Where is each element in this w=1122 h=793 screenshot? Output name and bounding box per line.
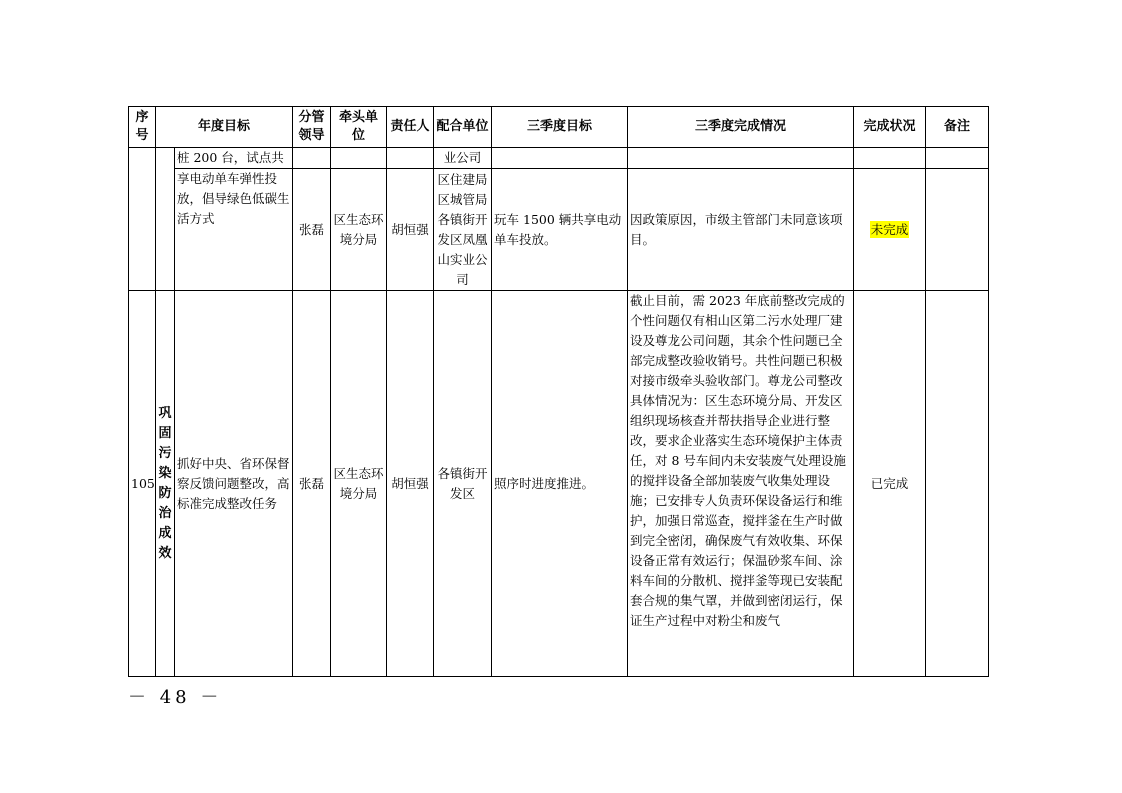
category-cell — [156, 148, 175, 291]
leader-cell: 张磊 — [293, 291, 331, 677]
progress-cell: 因政策原因，市级主管部门未同意该项目。 — [628, 169, 854, 291]
q3-goal-cell: 玩车 1500 辆共享电动单车投放。 — [492, 169, 628, 291]
remarks-cell — [926, 291, 989, 677]
progress-cell: 截止目前，需 2023 年底前整改完成的个性问题仅有相山区第二污水处理厂建设及尊龙公司问题，其余个性问题已全部完成整改验收销号。共性问题已积极对接市级牵头验收部门。尊龙公司整改具体情况为：区生态环境分局、开发区组织现场核查并帮扶指导企业进行整改，要求企业落实生态环境保护主体责任，对 8 号车间内未安装废气处理设施的搅拌设备全部加装废气收集处理设施；已安排专人负责环保设备运行和维护，加强日常巡查，搅拌釜在生产时做到完全密闭，确保废气有效收集、环保设备正常有效运行；保温砂浆车间、涂料车间的分散机、搅拌釜等现已安装配套合规的集气罩，并做到密闭运行，保证生产过程中对粉尘和废气 — [628, 291, 854, 677]
goal-cell: 抓好中央、省环保督察反馈问题整改，高标准完成整改任务 — [175, 291, 293, 677]
header-coop-unit: 配合单位 — [434, 107, 492, 148]
remarks-cell — [926, 169, 989, 291]
header-leader: 分管领导 — [293, 107, 331, 148]
header-q3-progress: 三季度完成情况 — [628, 107, 854, 148]
responsible-cell: 胡恒强 — [387, 291, 434, 677]
status-cell: 已完成 — [854, 291, 926, 677]
coop-unit-cell: 区住建局区城管局各镇街开发区凤凰山实业公司 — [434, 169, 492, 291]
header-status: 完成状况 — [854, 107, 926, 148]
leader-cell: 张磊 — [293, 169, 331, 291]
status-cell — [854, 169, 926, 291]
goals-table — [128, 106, 989, 677]
header-responsible: 责任人 — [387, 107, 434, 148]
header-lead-unit: 牵头单位 — [331, 107, 387, 148]
header-annual-goal: 年度目标 — [156, 107, 293, 148]
goal-cell: 桩 200 台，试点共 — [175, 148, 293, 169]
table-row — [129, 291, 989, 677]
table-row — [129, 148, 989, 169]
responsible-cell: 胡恒强 — [387, 169, 434, 291]
lead-unit-cell: 区生态环境分局 — [331, 169, 387, 291]
coop-unit-cell: 业公司 — [434, 148, 492, 169]
header-q3-goal: 三季度目标 — [492, 107, 628, 148]
table-row — [129, 169, 989, 291]
status-badge: 未完成 — [870, 221, 909, 237]
header-seq: 序号 — [129, 107, 156, 148]
seq-cell — [129, 148, 156, 291]
page-number: － 48 － — [128, 687, 223, 708]
category-cell: 巩固污染防治成效 — [156, 291, 175, 677]
lead-unit-cell: 区生态环境分局 — [331, 291, 387, 677]
q3-goal-cell: 照序时进度推进。 — [492, 291, 628, 677]
header-remarks: 备注 — [926, 107, 989, 148]
header-row — [129, 107, 989, 148]
seq-cell: 105 — [129, 291, 156, 677]
goal-cell: 享电动单车弹性投放，倡导绿色低碳生活方式 — [175, 169, 293, 291]
coop-unit-cell: 各镇街开发区 — [434, 291, 492, 677]
